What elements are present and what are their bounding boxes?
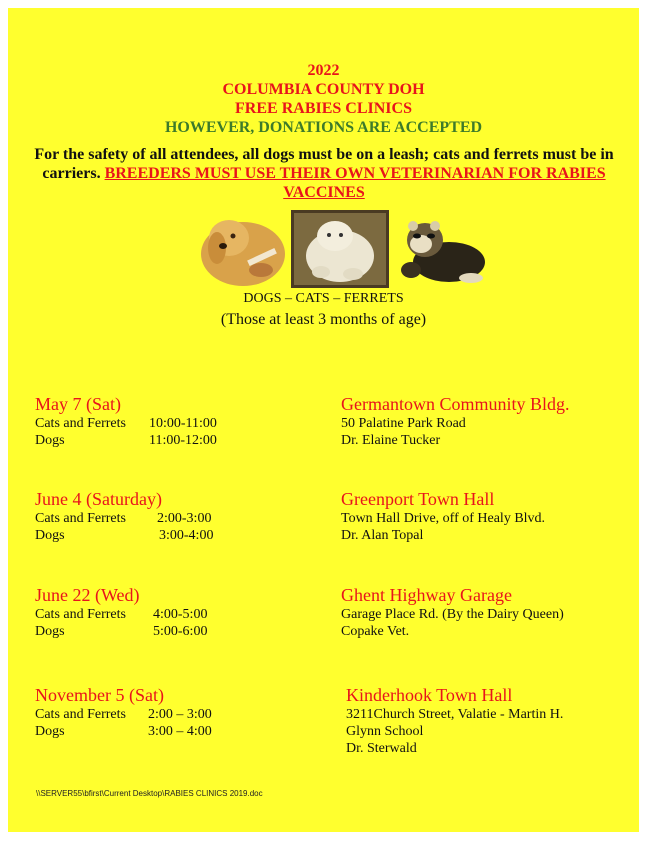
- clinic-3-location: [341, 584, 564, 640]
- clinic-date: May 7 (Sat): [35, 394, 121, 414]
- session-time: 2:00 – 3:00: [148, 707, 212, 722]
- clinic-3-schedule: [35, 584, 208, 640]
- clinic-1-schedule: [35, 393, 217, 449]
- session-row: [35, 723, 212, 740]
- species-line: DOGS – CATS – FERRETS: [243, 291, 404, 306]
- organization: COLUMBIA COUNTY DOH: [222, 81, 425, 98]
- location-name: Kinderhook Town Hall: [346, 685, 513, 705]
- session-row: [35, 527, 214, 544]
- session-time: 5:00-6:00: [153, 624, 208, 639]
- clinic-date: June 22 (Wed): [35, 585, 140, 605]
- clinic-date: June 4 (Saturday): [35, 489, 162, 509]
- year: 2022: [307, 62, 340, 79]
- flyer-title: FREE RABIES CLINICS: [235, 100, 412, 117]
- session-label: Dogs: [35, 724, 65, 739]
- session-time: 2:00-3:00: [157, 511, 212, 526]
- dog-photo: [195, 208, 291, 290]
- location-detail: Copake Vet.: [341, 624, 410, 639]
- ferret-photo: [389, 214, 491, 288]
- session-time: 3:00-4:00: [159, 528, 214, 543]
- session-label: Dogs: [35, 624, 65, 639]
- location-detail: Glynn School: [346, 724, 424, 739]
- cat-photo: [291, 210, 389, 288]
- session-row: [35, 623, 208, 640]
- clinic-2-location: [341, 488, 545, 544]
- session-row: [35, 706, 212, 723]
- breeder-warning: BREEDERS MUST USE THEIR OWN VETERINARIAN FOR RABIES VACCINES: [104, 165, 606, 201]
- session-row: [35, 415, 217, 432]
- location-detail: 50 Palatine Park Road: [341, 416, 466, 431]
- session-row: [35, 606, 208, 623]
- clinic-2-schedule: [35, 488, 214, 544]
- location-detail: Town Hall Drive, off of Healy Blvd.: [341, 511, 546, 526]
- clinic-date: November 5 (Sat): [35, 685, 164, 705]
- clinic-1-location: [341, 393, 570, 449]
- safety-text: For the safety of all attendees, all dogs must be on a leash; cats and ferrets must be in carriers.: [34, 146, 614, 182]
- session-label: Cats and Ferrets: [35, 511, 126, 526]
- location-name: Greenport Town Hall: [341, 489, 495, 509]
- flyer-page: [8, 8, 639, 832]
- document-path: \\SERVER55\bfirst\Current Desktop\RABIES CLINICS 2019.doc: [36, 789, 263, 798]
- location-detail: Dr. Elaine Tucker: [341, 433, 441, 448]
- session-time: 3:00 – 4:00: [148, 724, 212, 739]
- session-time: 4:00-5:00: [153, 607, 208, 622]
- clinic-4-location: [346, 684, 563, 757]
- session-label: Cats and Ferrets: [35, 416, 126, 431]
- location-detail: Dr. Sterwald: [346, 741, 417, 756]
- session-row: [35, 510, 212, 527]
- session-time: 10:00-11:00: [149, 416, 217, 431]
- location-name: Germantown Community Bldg.: [341, 394, 570, 414]
- session-row: [35, 432, 217, 449]
- session-label: Dogs: [35, 528, 65, 543]
- clinic-4-schedule: [35, 684, 212, 740]
- session-label: Cats and Ferrets: [35, 607, 126, 622]
- location-detail: Garage Place Rd. (By the Dairy Queen): [341, 607, 564, 622]
- donations-note: HOWEVER, DONATIONS ARE ACCEPTED: [164, 119, 483, 136]
- age-note: (Those at least 3 months of age): [220, 311, 427, 328]
- session-label: Cats and Ferrets: [35, 707, 126, 722]
- location-detail: Dr. Alan Topal: [341, 528, 424, 543]
- location-name: Ghent Highway Garage: [341, 585, 512, 605]
- location-detail: 3211Church Street, Valatie - Martin H.: [346, 707, 564, 722]
- session-label: Dogs: [35, 433, 65, 448]
- session-time: 11:00-12:00: [149, 433, 217, 448]
- safety-notice: [28, 145, 620, 202]
